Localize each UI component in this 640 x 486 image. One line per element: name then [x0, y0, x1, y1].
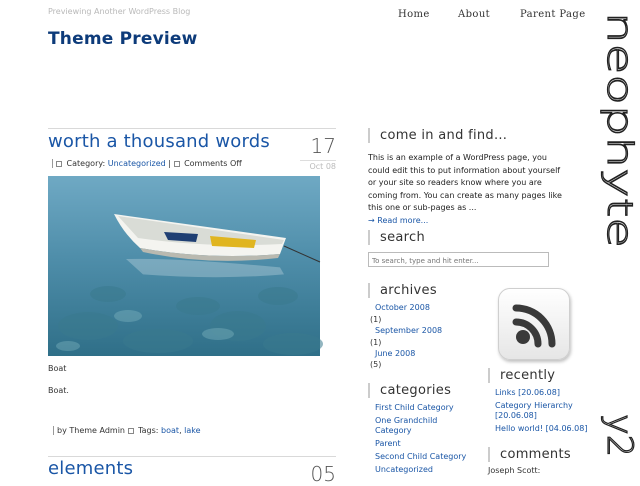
rss-icon — [499, 289, 571, 361]
archive-count: (5) — [370, 360, 382, 369]
post-divider — [48, 128, 336, 129]
tag-link-lake[interactable]: lake — [184, 426, 201, 435]
recent-post-link[interactable]: Links [20.06.08] — [495, 388, 560, 397]
category-item[interactable]: First Child Category — [375, 403, 454, 412]
brand-logo-bottom — [599, 398, 639, 480]
post-byline: by Theme Admin — [57, 426, 125, 435]
nav-about[interactable]: About — [458, 9, 491, 20]
intro-body: This is an example of a WordPress page, you could edit this to put information about yourself or your site so readers know where you are coming from. You can create as many pages like this one or sub-pages as ... — [368, 153, 562, 212]
post-date-day: 17 — [310, 134, 336, 158]
intro-text — [368, 152, 568, 227]
post-meta — [52, 159, 242, 168]
comment-icon — [174, 161, 180, 167]
widget-title-categories: categories — [368, 383, 451, 398]
folder-icon — [56, 161, 62, 167]
category-item[interactable]: Second Child Category — [375, 452, 467, 461]
category-label: Category: — [66, 159, 106, 168]
nav-home[interactable]: Home — [398, 9, 430, 20]
widget-title-recently: recently — [488, 368, 555, 383]
widget-title-intro: come in and find... — [368, 128, 507, 143]
tag-icon — [128, 428, 134, 434]
comment-author: Joseph Scott: — [488, 466, 541, 475]
post-title-link[interactable]: worth a thousand words — [48, 131, 270, 152]
rss-feed-button[interactable] — [498, 288, 570, 360]
search-input[interactable] — [368, 252, 549, 267]
post-date-month: Oct 08 — [300, 160, 336, 171]
widget-title-archives: archives — [368, 283, 437, 298]
archive-link[interactable]: September 2008 — [375, 326, 443, 335]
archive-link[interactable]: June 2008 — [375, 349, 416, 358]
image-caption: Boat — [48, 364, 67, 373]
post-image-boat[interactable] — [48, 176, 320, 356]
site-title[interactable]: Theme Preview — [48, 29, 198, 49]
post-divider — [48, 456, 336, 457]
nav-parent-page[interactable]: Parent Page — [520, 9, 586, 20]
read-more-link[interactable]: → Read more... — [368, 215, 429, 225]
archive-count: (1) — [370, 315, 382, 324]
tags-label: Tags: — [138, 426, 159, 435]
brand-logo-bottom-text: y2 — [599, 414, 639, 457]
tagline: Previewing Another WordPress Blog — [48, 7, 191, 16]
archive-link[interactable]: October 2008 — [375, 303, 430, 312]
category-item[interactable]: Parent — [375, 439, 401, 448]
widget-title-comments: comments — [488, 447, 571, 462]
category-link[interactable]: Uncategorized — [107, 159, 166, 168]
brand-logo-text: neophyte — [599, 12, 639, 178]
comments-status: Comments Off — [184, 159, 242, 168]
brand-logo — [599, 12, 639, 248]
post-excerpt: Boat. — [48, 386, 69, 395]
post-title-link[interactable]: elements — [48, 458, 134, 479]
widget-title-search: search — [368, 230, 425, 245]
recent-post-link[interactable]: Hello world! [04.06.08] — [495, 424, 588, 433]
recent-post-link[interactable]: Category Hierarchy [20.06.08] — [495, 401, 573, 420]
category-item[interactable]: Uncategorized — [375, 465, 433, 474]
archive-count: (1) — [370, 338, 382, 347]
post-date-day: 05 — [310, 462, 336, 486]
post-footer: by Theme Admin Tags: boat, lake — [53, 426, 201, 435]
meta-separator: | — [168, 159, 171, 168]
tag-link-boat[interactable]: boat — [161, 426, 180, 435]
category-item[interactable]: One Grandchild Category — [375, 416, 438, 435]
